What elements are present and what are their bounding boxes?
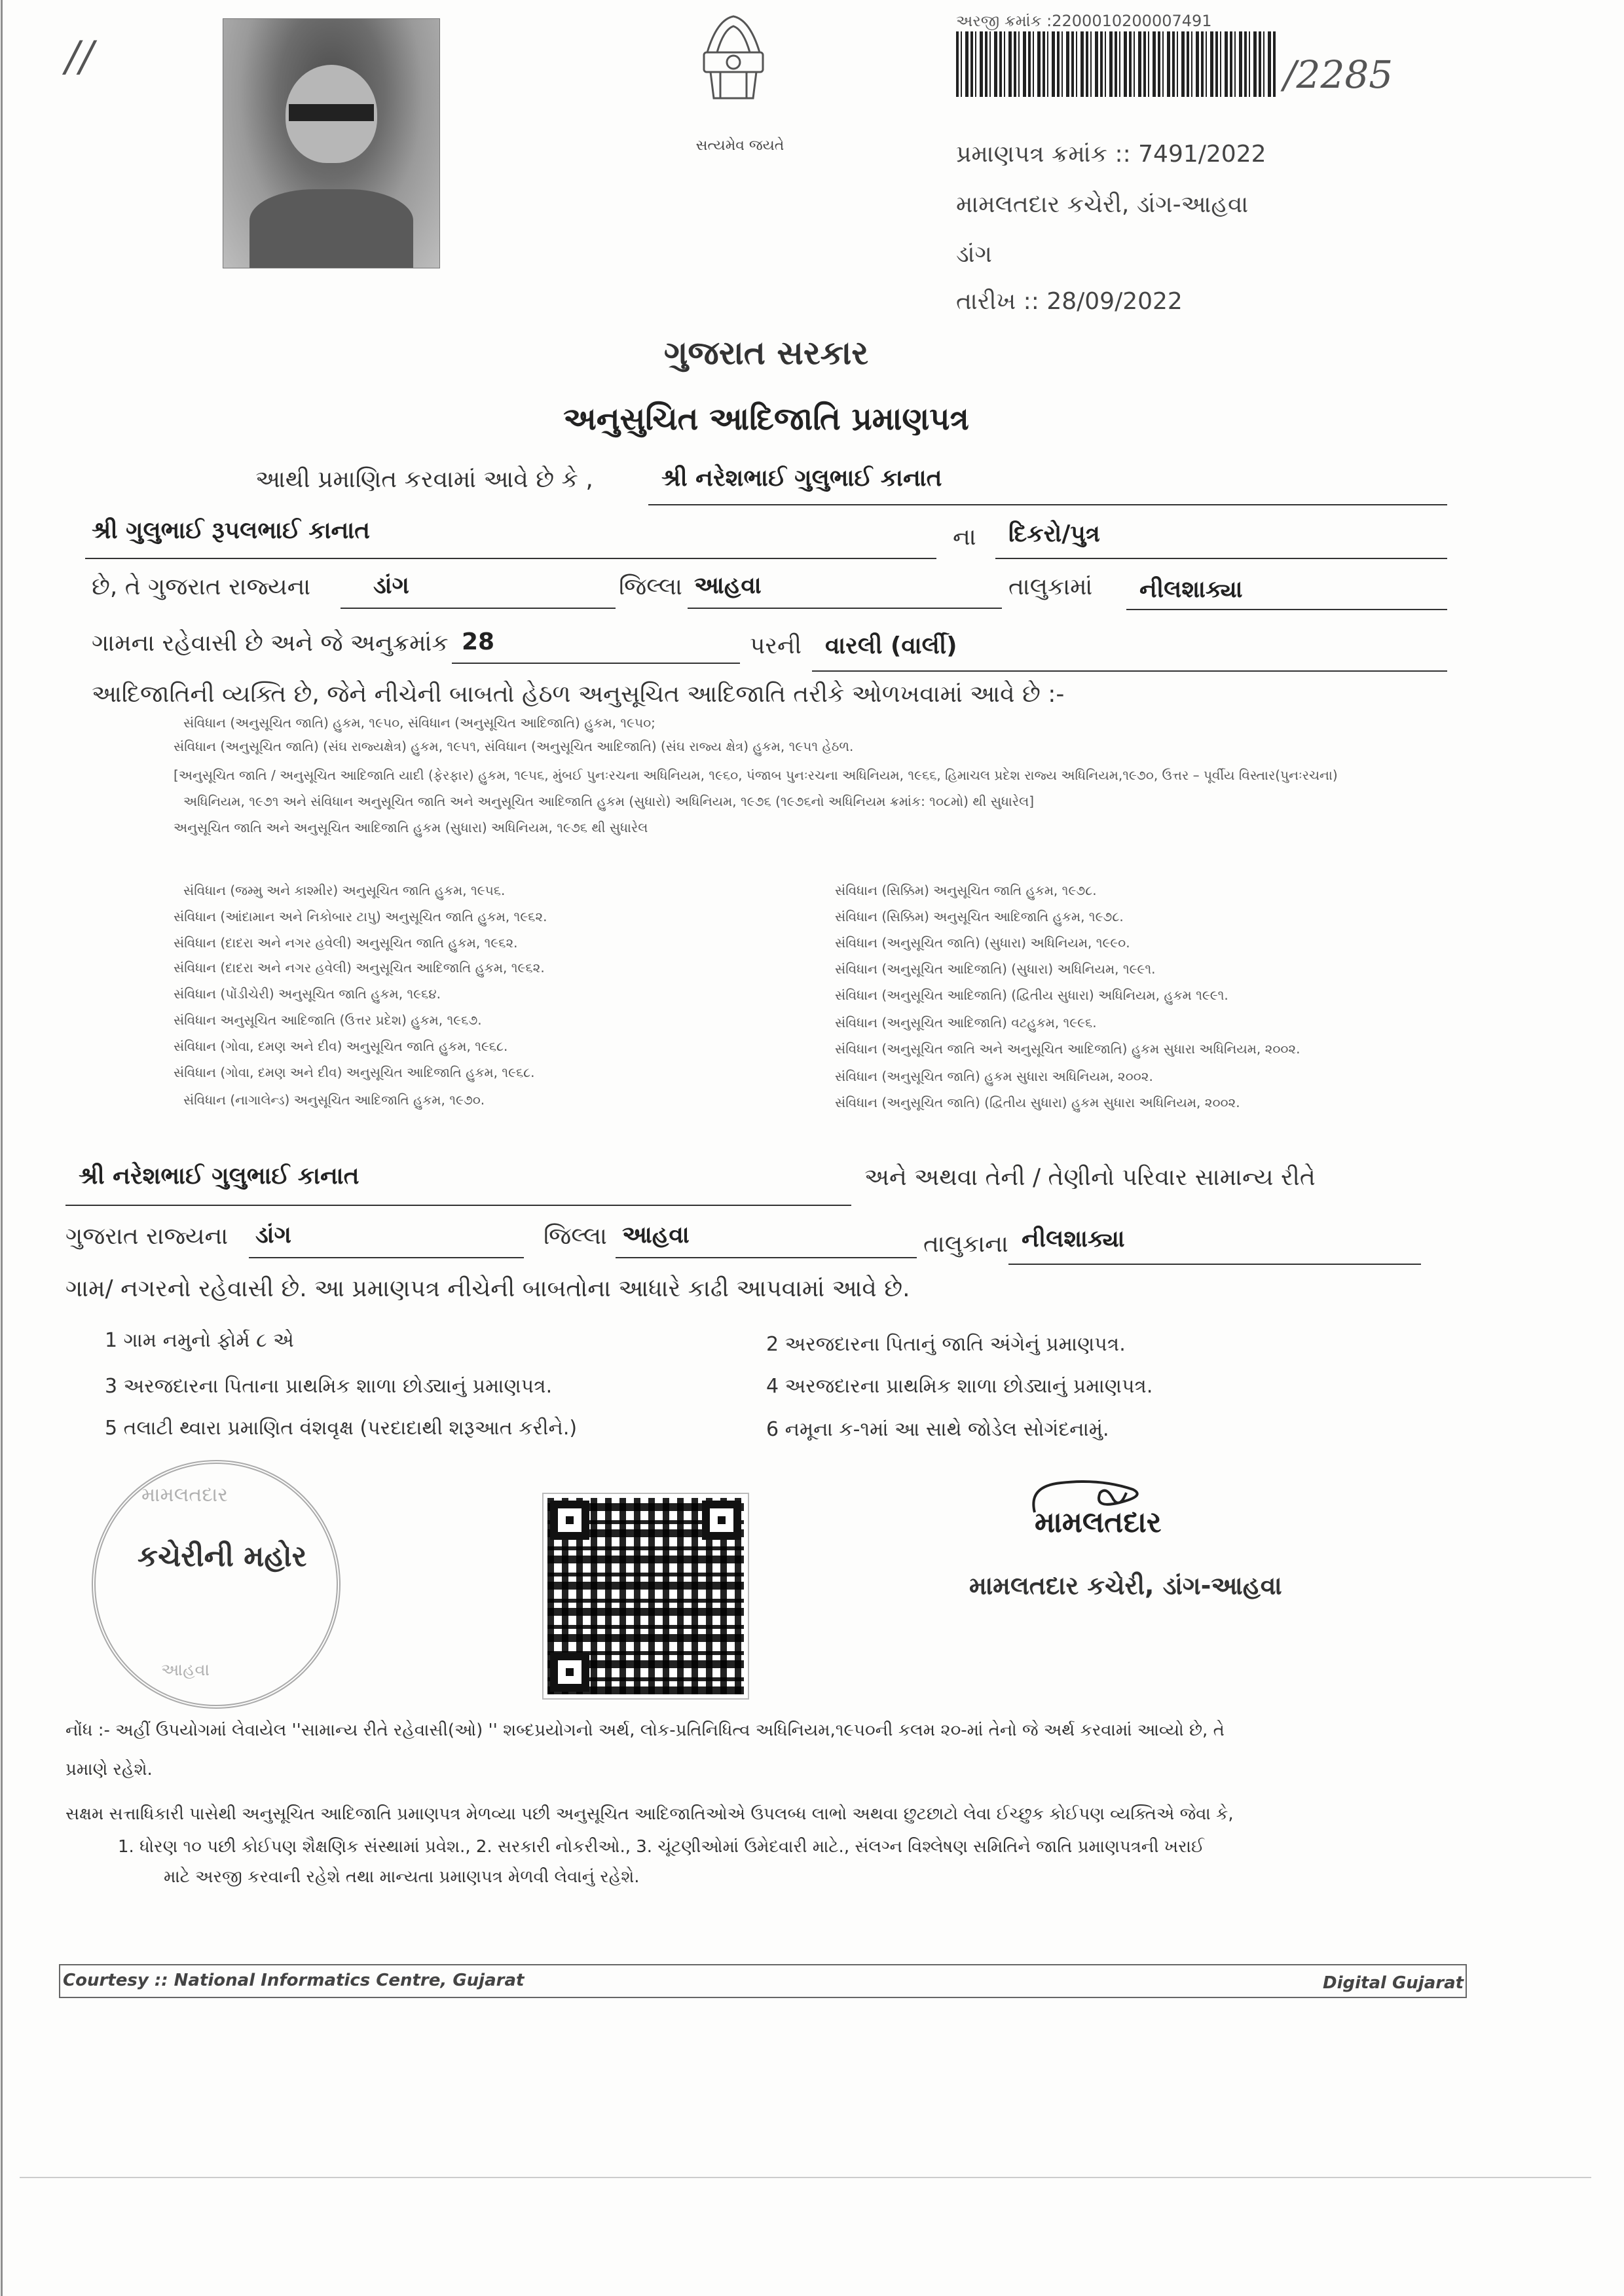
residence-taluka-label: તાલુકાના	[923, 1231, 1008, 1258]
applicant-photo	[223, 18, 440, 268]
residence-jilla-line	[616, 1257, 917, 1258]
state-district: ડાંગ	[373, 572, 409, 599]
basis-item: 2 અરજદારના પિતાનું જાતિ અંગેનું પ્રમાણપત્ર.	[766, 1333, 1126, 1356]
note-2-item-continued: માટે અરજી કરવાની રહેશે તથા માન્યતા પ્રમાણપત્ર મેળવી લેવાનું રહેશે.	[164, 1867, 640, 1887]
note-2-item: 1. ધોરણ ૧૦ પછી કોઈપણ શૈક્ષણિક સંસ્થામાં પ્રવેશ., 2. સરકારી નોકરીઓ., 3. ચૂંટણીઓમાં ઉમેદવારી માટે., સંલગ્ન વિશ્લેષણ સમિતિને જાતિ પ્રમાણપત્રની ખરાઈ	[118, 1837, 1205, 1857]
certify-prefix: આથી પ્રમાણિત કરવામાં આવે છે કે ,	[255, 466, 593, 493]
state-district-line	[341, 608, 616, 609]
footer-courtesy: Courtesy :: National Informatics Centre, Gujarat	[63, 1971, 525, 1990]
residence-state-district: ડાંગ	[255, 1222, 291, 1248]
jilla-label: જિલ્લા	[619, 574, 682, 600]
order-left: સંવિધાન (આંદામાન અને નિકોબાર ટાપુ) અનુસૂચિત જાતિ હુકમ, ૧૯૬૨.	[174, 909, 547, 924]
resident-name: શ્રી નરેશભાઈ ગુલુભાઈ કાનાત	[79, 1163, 360, 1190]
issuing-office: મામલતદાર કચેરી, ડાંગ-આહવા	[956, 191, 1249, 218]
government-title: ગુજરાત સરકાર	[663, 334, 869, 372]
order-right: સંવિધાન (અનુસૂચિત જાતિ) હુકમ સુધારા અધિનિયમ, ૨૦૦૨.	[835, 1068, 1153, 1084]
taluka-label: તાલુકામાં	[1008, 574, 1093, 600]
note-1: નોંધ :- અહીં ઉપયોગમાં લેવાયેલ ''સામાન્ય રીતે રહેવાસી(ઓ) '' શબ્દપ્રયોગનો અર્થ, લોક-પ્રતિનિધિત્વ અધિનિયમ,૧૯૫૦ની કલમ ૨૦-માં તેનો જે અર્થ કરવામાં આવ્યો છે, તે	[65, 1721, 1225, 1740]
basis-item: 1 ગામ નમુનો ફોર્મ ૮ એ	[105, 1329, 294, 1352]
applicant-name-line	[648, 504, 1447, 505]
village-prefix: ગામના રહેવાસી છે અને જે અનુક્રમાંક	[92, 630, 449, 657]
seal-label: કચેરીની મહોર	[138, 1540, 307, 1573]
order-line: અધિનિયમ, ૧૯૭૧ અને સંવિધાન અનુસૂચિત જાતિ અને અનુસૂચિત આદિજાતિ હુકમ (સુધારો) અધિનિયમ, ૧૯૭૬ (૧૯૭૬નો અધિનિયમ ક્રમાંક: ૧૦૮મો) થી સુધારેલ]	[183, 793, 1035, 809]
emblem-motto: સત્યમેવ જયતે	[695, 137, 784, 154]
signatory-office: મામલતદાર કચેરી, ડાંગ-આહવા	[969, 1571, 1282, 1600]
scan-bottom-line	[20, 2177, 1591, 2178]
basis-item: 4 અરજદારના પ્રાથમિક શાળા છોડ્યાનું પ્રમાણપત્ર.	[766, 1375, 1153, 1398]
residence-taluka-line	[1008, 1264, 1421, 1265]
resident-name-line	[65, 1205, 851, 1206]
order-right: સંવિધાન (અનુસૂચિત જાતિ અને અનુસૂચિત આદિજાતિ) હુકમ સુધારા અધિનિયમ, ૨૦૦૨.	[835, 1041, 1301, 1057]
serial-number: 28	[462, 629, 495, 655]
certificate-title: અનુસુચિત આદિજાતિ પ્રમાણપત્ર	[563, 401, 969, 437]
na-label: ના	[953, 524, 976, 551]
residence-jilla-value: આહવા	[622, 1222, 690, 1248]
certificate-number: પ્રમાણપત્ર ક્રમાંક :: 7491/2022	[956, 141, 1266, 168]
basis-item: 5 તલાટી થ્વારા પ્રમાણિત વંશવૃક્ષ (પરદાદાથી શરૂઆત કરીને.)	[105, 1417, 578, 1440]
order-line: અનુસૂચિત જાતિ અને અનુસૂચિત આદિજાતિ હુકમ (સુધારા) અધિનિયમ, ૧૯૭૬ થી સુધારેલ	[174, 820, 648, 835]
qr-code	[544, 1494, 748, 1698]
taluka-line	[1126, 609, 1447, 610]
order-right: સંવિધાન (સિક્કિમ) અનુસૂચિત જાતિ હુકમ, ૧૯૭૮.	[835, 883, 1097, 898]
tribe-name: વારલી (વાર્લી)	[825, 632, 957, 659]
order-left: સંવિધાન અનુસૂચિત આદિજાતિ (ઉત્તર પ્રદેશ) હુકમ, ૧૯૬૭.	[174, 1012, 482, 1028]
taluka-value: નીલશાક્યા	[1139, 576, 1243, 603]
footer-brand: Digital Gujarat	[1323, 1973, 1464, 1993]
basis-item: 6 નમૂના ક-૧માં આ સાથે જોડેલ સોગંદનામું.	[766, 1418, 1109, 1441]
order-left: સંવિધાન (દાદરા અને નગર હવેલી) અનુસૂચિત આદિજાતિ હુકમ, ૧૯૬૨.	[174, 960, 545, 975]
note-2: સક્ષમ સત્તાધિકારી પાસેથી અનુસૂચિત આદિજાતિ પ્રમાણપત્ર મેળવ્યા પછી અનુસૂચિત આદિજાતિઓએ ઉપલબ્ધ લાભો અથવા છુટછાટો લેવા ઈચ્છુક કોઈપણ વ્યક્તિએ જેવા કે,	[65, 1804, 1234, 1824]
order-left: સંવિધાન (ગોવા, દમણ અને દીવ) અનુસૂચિત આદિજાતિ હુકમ, ૧૯૬૮.	[174, 1065, 535, 1080]
family-text: અને અથવા તેની / તેણીનો પરિવાર સામાન્ય રીતે	[864, 1164, 1316, 1191]
state-emblem-icon	[688, 7, 779, 137]
office-seal	[92, 1460, 341, 1709]
seal-bottom-text: આહવા	[161, 1660, 210, 1680]
issue-date: તારીખ :: 28/09/2022	[956, 288, 1183, 315]
parni-label: પરની	[750, 632, 802, 659]
order-right: સંવિધાન (અનુસૂચિત જાતિ) (દ્વિતીય સુધારા) હુકમ સુધારા અધિનિયમ, ૨૦૦૨.	[835, 1095, 1240, 1110]
order-line: સંવિધાન (અનુસૂચિત જાતિ) હુકમ, ૧૯૫૦, સંવિધાન (અનુસૂચિત આદિજાતિ) હુકમ, ૧૯૫૦;	[183, 715, 655, 731]
district: ડાંગ	[956, 241, 992, 268]
residence-state-prefix: ગુજરાત રાજ્યના	[65, 1223, 229, 1250]
handwritten-mark: //	[65, 33, 94, 81]
order-right: સંવિધાન (અનુસૂચિત આદિજાતિ) વટહુકમ, ૧૯૯૬.	[835, 1015, 1097, 1030]
note-1-continued: પ્રમાણે રહેશે.	[65, 1760, 153, 1779]
recognized-text: આદિજાતિની વ્યક્તિ છે, જેને નીચેની બાબતો હેઠળ અનુસૂચિત આદિજાતિ તરીકે ઓળખવામાં આવે છે :-	[92, 681, 1065, 708]
signatory-title: મામલતદાર	[1035, 1506, 1162, 1539]
order-right: સંવિધાન (અનુસૂચિત આદિજાતિ) (સુધારા) અધિનિયમ, ૧૯૯૧.	[835, 961, 1156, 977]
handwritten-page-number: /2285	[1283, 52, 1393, 97]
order-line: સંવિધાન (અનુસૂચિત જાતિ) (સંઘ રાજ્યક્ષેત્ર) હુકમ, ૧૯૫૧, સંવિધાન (અનુસૂચિત આદિજાતિ) (સંઘ રાજ્ય ક્ષેત્ર) હુકમ, ૧૯૫૧ હેઠળ.	[174, 738, 854, 754]
order-line: [અનુસૂચિત જાતિ / અનુસૂચિત આદિજાતિ યાદી (ફેરફાર) હુકમ, ૧૯૫૬, મુંબઈ પુનઃરચના અધિનિયમ, ૧૯૬૦, પંજાબ પુનઃરચના અધિનિયમ, ૧૯૬૬, હિમાચલ પ્રદેશ રાજ્ય અધિનિયમ,૧૯૭૦, ઉત્તર – પૂર્વીય વિસ્તાર(પુનઃરચના)	[174, 767, 1338, 783]
application-number: અરજી ક્રમાંક :2200010200007491	[956, 12, 1212, 30]
order-right: સંવિધાન (અનુસૂચિત જાતિ) (સુધારા) અધિનિયમ, ૧૯૯૦.	[835, 935, 1130, 951]
jilla-value: આહવા	[694, 572, 762, 599]
order-right: સંવિધાન (અનુસૂચિત આદિજાતિ) (દ્વિતીય સુધારા) અધિનિયમ, હુકમ ૧૯૯૧.	[835, 987, 1228, 1003]
jilla-line	[688, 608, 1002, 609]
residence-district-line	[249, 1257, 524, 1258]
father-name: શ્રી ગુલુભાઈ રૂપલભાઈ કાનાત	[92, 517, 371, 544]
applicant-name: શ્રી નરેશભાઈ ગુલુભાઈ કાનાત	[661, 465, 942, 492]
serial-line	[452, 663, 740, 664]
resident-text: ગામ/ નગરનો રહેવાસી છે. આ પ્રમાણપત્ર નીચેની બાબતોના આધારે કાઢી આપવામાં આવે છે.	[65, 1275, 910, 1302]
residence-jilla-label: જિલ્લા	[544, 1223, 607, 1250]
seal-ring-text: મામલતદાર	[141, 1484, 228, 1506]
order-right: સંવિધાન (સિક્કિમ) અનુસૂચિત આદિજાતિ હુકમ, ૧૯૭૮.	[835, 909, 1124, 924]
order-left: સંવિધાન (પોંડીચેરી) અનુસૂચિત જાતિ હુકમ, ૧૯૬૪.	[174, 986, 441, 1002]
order-left: સંવિધાન (જમ્મુ અને કાશ્મીર) અનુસૂચિત જાતિ હુકમ, ૧૯૫૬.	[183, 883, 506, 898]
father-name-line	[85, 558, 936, 559]
relation-line	[995, 558, 1447, 559]
order-left: સંવિધાન (દાદરા અને નગર હવેલી) અનુસૂચિત જાતિ હુકમ, ૧૯૬૨.	[174, 935, 518, 951]
order-left: સંવિધાન (નાગાલેન્ડ) અનુસૂચિત આદિજાતિ હુકમ, ૧૯૭૦.	[183, 1092, 485, 1108]
residence-taluka-value: નીલશાક્યા	[1022, 1226, 1125, 1252]
state-prefix: છે, તે ગુજરાત રાજ્યના	[92, 574, 311, 600]
order-left: સંવિધાન (ગોવા, દમણ અને દીવ) અનુસૂચિત જાતિ હુકમ, ૧૯૬૮.	[174, 1038, 508, 1054]
basis-item: 3 અરજદારના પિતાના પ્રાથમિક શાળા છોડ્યાનું પ્રમાણપત્ર.	[105, 1375, 553, 1398]
relation: દિકરો/પુત્ર	[1008, 520, 1100, 547]
barcode	[956, 31, 1277, 97]
tribe-line	[812, 670, 1447, 672]
